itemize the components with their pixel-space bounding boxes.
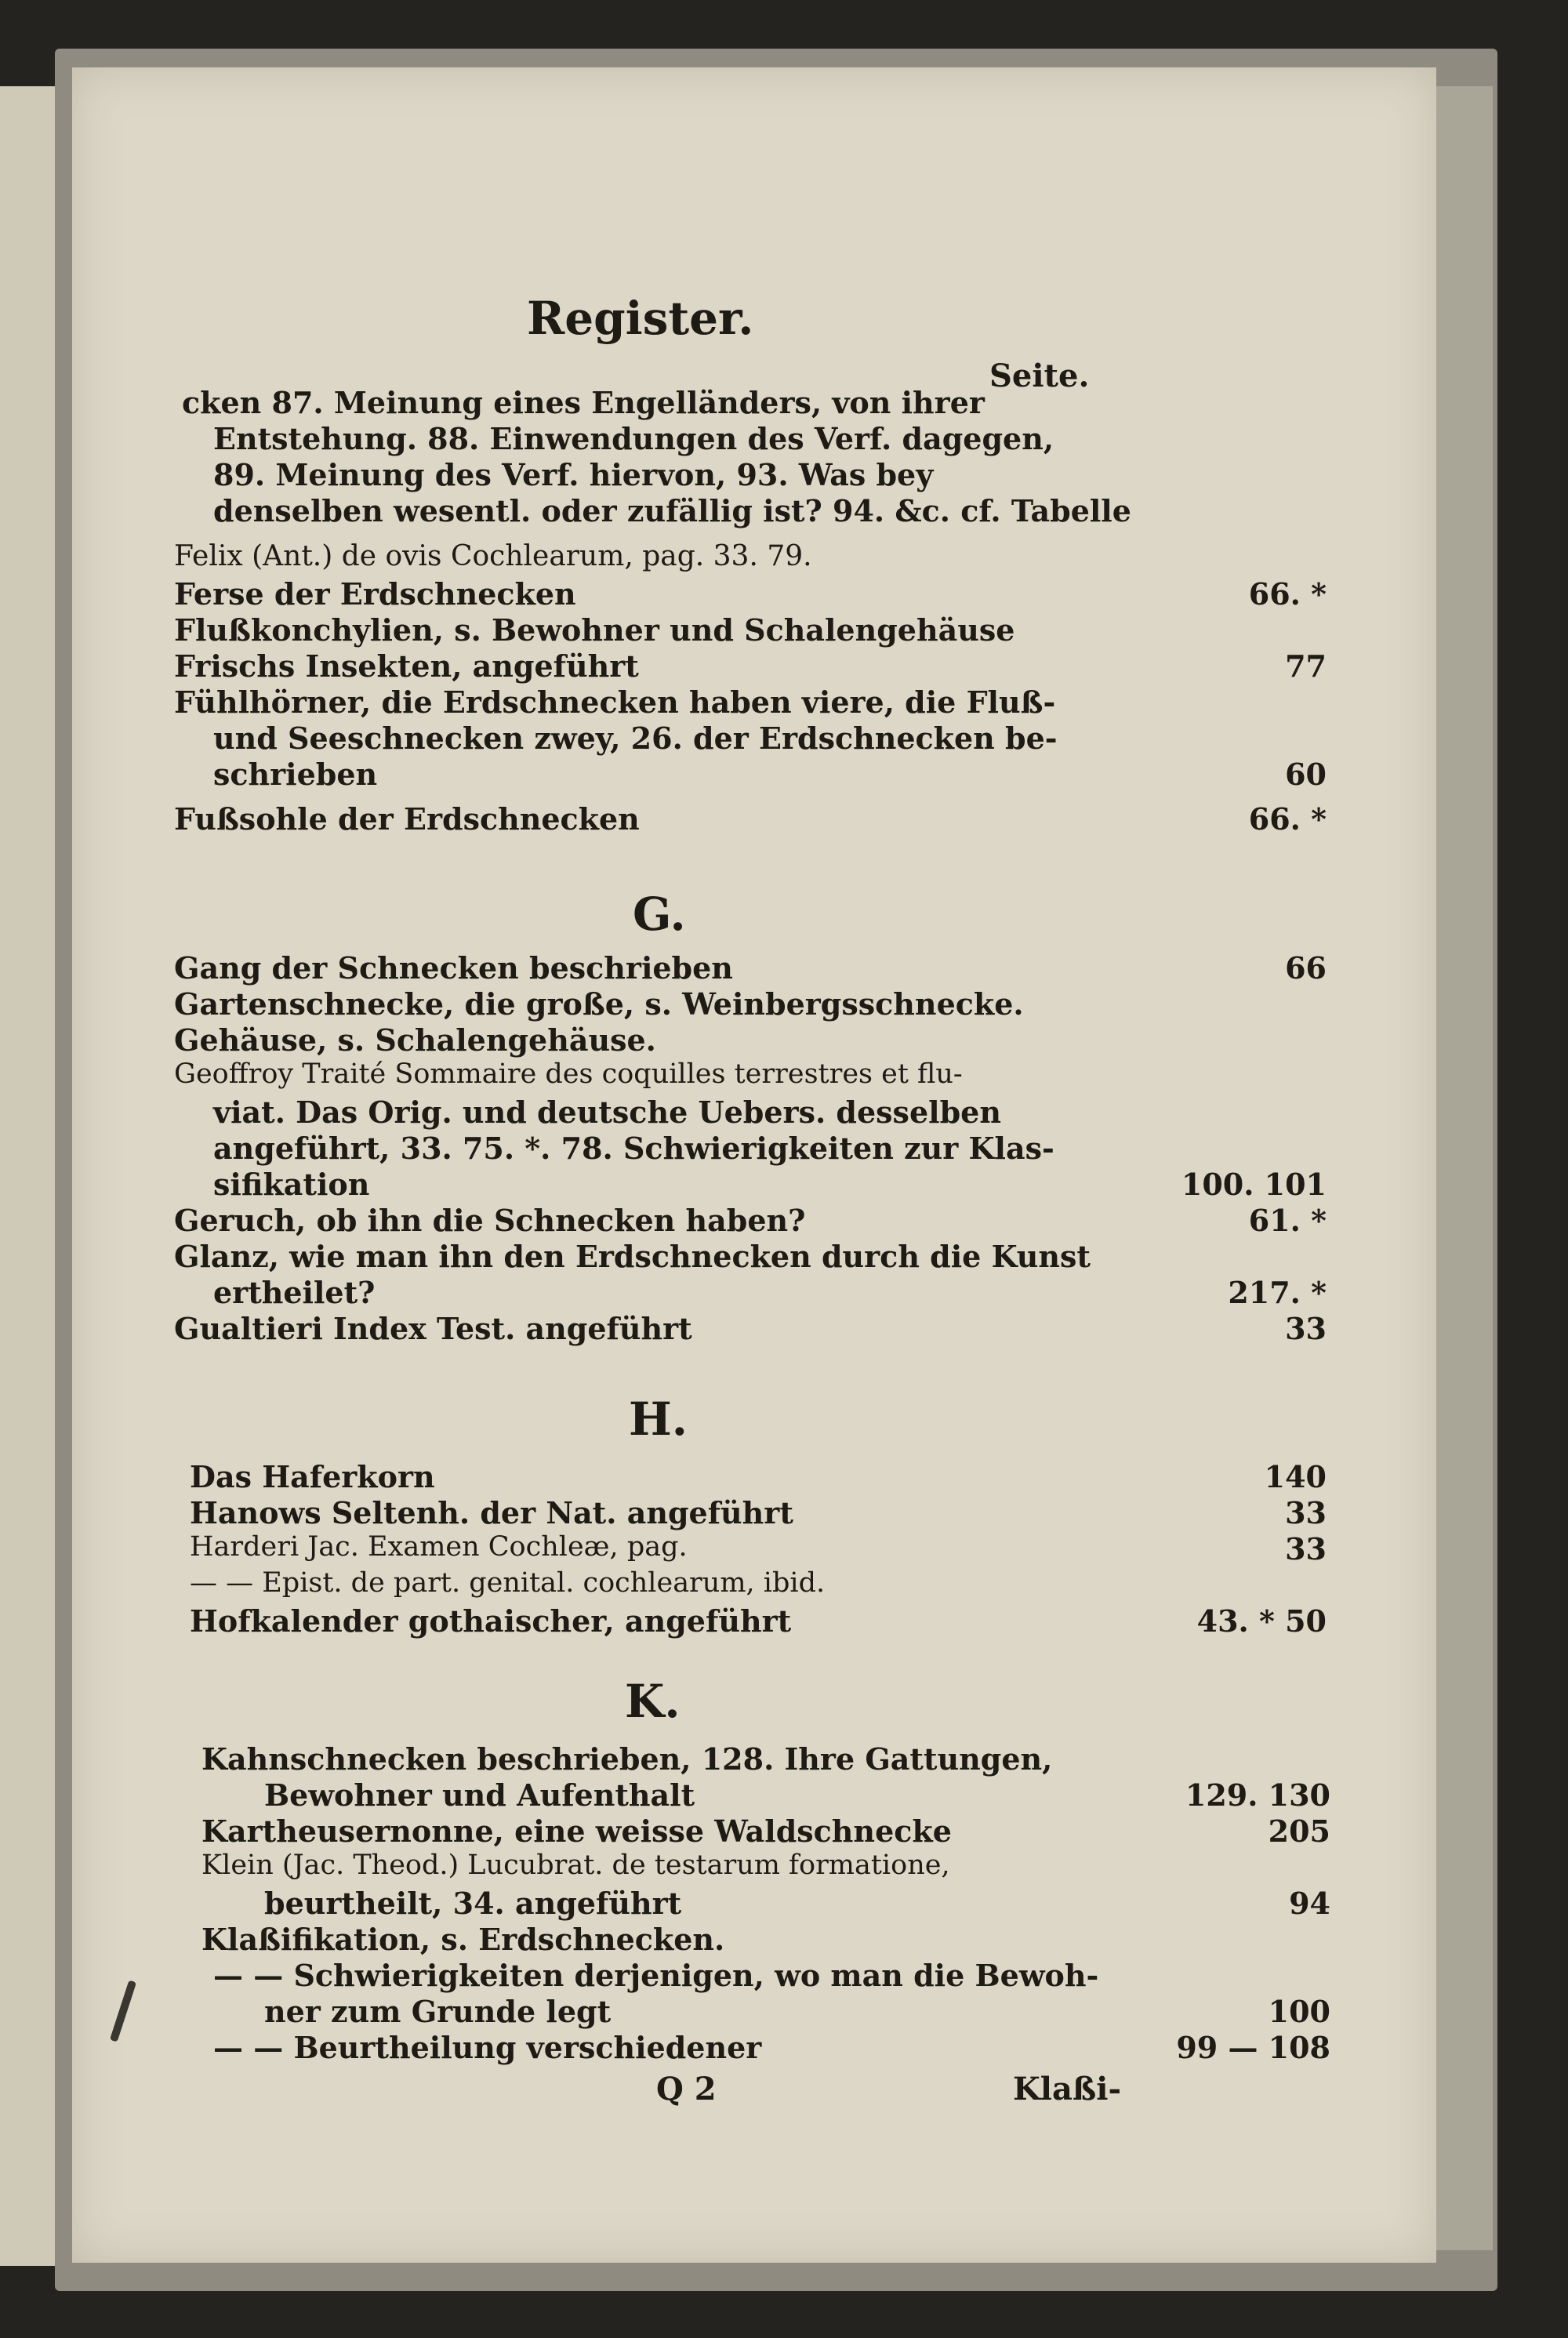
- entry-text: sifikation: [213, 1167, 370, 1202]
- entry-page: 43. * 50: [1196, 1603, 1327, 1639]
- section-letter-h: H.: [629, 1392, 688, 1446]
- index-entry: [264, 1886, 1330, 1921]
- entry-text: Bewohner und Aufenthalt: [264, 1777, 695, 1813]
- index-entry: — — Epist. de part. genital. cochlearum, ibid.: [190, 1567, 826, 1599]
- continuation-line: Entstehung. 88. Einwendungen des Verf. dagegen,: [213, 421, 1054, 456]
- entry-page: 205: [1268, 1813, 1330, 1849]
- entry-text: Kartheusernonne, eine weisse Waldschnecke: [201, 1813, 952, 1849]
- index-entry: [213, 2030, 1330, 2065]
- entry-text: Geruch, ob ihn die Schnecken haben?: [174, 1203, 806, 1238]
- page-edge: [1436, 86, 1493, 2250]
- entry-page: 33: [1285, 1495, 1327, 1530]
- entry-page: 140: [1264, 1459, 1327, 1494]
- index-entry: Felix (Ant.) de ovis Cochlearum, pag. 33. 79.: [174, 540, 812, 572]
- index-entry: Glanz, wie man ihn den Erdschnecken durch die Kunst: [174, 1239, 1091, 1274]
- continuation-line: denselben wesentl. oder zufällig ist? 94. &c. cf. Tabelle: [213, 493, 1131, 528]
- entry-text: Harderi Jac. Examen Cochleæ, pag.: [190, 1531, 688, 1563]
- index-entry: viat. Das Orig. und deutsche Uebers. desselben: [213, 1095, 1001, 1130]
- entry-page: 100. 101: [1181, 1167, 1327, 1202]
- entry-text: — — Beurtheilung verschiedener: [213, 2030, 762, 2065]
- index-entry: Geoffroy Traité Sommaire des coquilles terrestres et flu-: [174, 1058, 963, 1090]
- entry-text: Frischs Insekten, angeführt: [174, 648, 639, 684]
- entry-text: Ferse der Erdschnecken: [174, 576, 576, 612]
- entry-text: schrieben: [213, 757, 378, 792]
- continuation-line: 89. Meinung des Verf. hiervon, 93. Was bey: [213, 457, 934, 492]
- entry-page: 129. 130: [1185, 1777, 1330, 1813]
- page-column-label: Seite.: [989, 358, 1090, 394]
- entry-text: Gang der Schnecken beschrieben: [174, 950, 733, 986]
- index-entry: — — Schwierigkeiten derjenigen, wo man die Bewoh-: [213, 1958, 1099, 1993]
- index-entry: Flußkonchylien, s. Bewohner und Schalengehäuse: [174, 612, 1015, 648]
- index-entry: [201, 1813, 1330, 1849]
- index-entry: [190, 1603, 1327, 1639]
- section-letter-g: G.: [633, 888, 686, 941]
- index-entry: [174, 576, 1327, 612]
- page-title: Register.: [527, 292, 754, 345]
- continuation-line: cken 87. Meinung eines Engelländers, von ihrer: [182, 385, 985, 420]
- index-entry: angeführt, 33. 75. *. 78. Schwierigkeiten zur Klas-: [213, 1131, 1054, 1166]
- entry-page: 66. *: [1248, 576, 1327, 612]
- index-entry: Fühlhörner, die Erdschnecken haben viere, die Fluß-: [174, 684, 1056, 720]
- index-entry: [213, 1275, 1327, 1310]
- index-entry: [190, 1531, 1327, 1567]
- entry-page: 77: [1285, 648, 1327, 684]
- section-letter-k: K.: [625, 1675, 681, 1728]
- index-entry: [213, 1167, 1327, 1202]
- entry-page: 66. *: [1248, 801, 1327, 837]
- index-entry: Klaßifikation, s. Erdschnecken.: [201, 1922, 725, 1957]
- index-entry: [213, 757, 1327, 792]
- catchword: Klaßi-: [1013, 2071, 1122, 2107]
- index-entry: und Seeschnecken zwey, 26. der Erdschnecken be-: [213, 721, 1058, 756]
- index-entry: [174, 1203, 1327, 1238]
- entry-page: 33: [1285, 1311, 1327, 1346]
- entry-text: ertheilet?: [213, 1275, 376, 1310]
- entry-page: 60: [1285, 757, 1327, 792]
- index-entry: [174, 648, 1327, 684]
- entry-page: 100: [1268, 1994, 1330, 2029]
- index-entry: [264, 1994, 1330, 2029]
- index-entry: Gartenschnecke, die große, s. Weinbergsschnecke.: [174, 986, 1024, 1022]
- entry-page: 99 — 108: [1176, 2030, 1330, 2065]
- entry-page: 217. *: [1228, 1275, 1327, 1310]
- index-entry: [174, 950, 1327, 986]
- index-entry: Kahnschnecken beschrieben, 128. Ihre Gattungen,: [201, 1741, 1053, 1777]
- index-entry: [174, 1311, 1327, 1346]
- entry-text: Hofkalender gothaischer, angeführt: [190, 1603, 792, 1639]
- book-page: [72, 67, 1436, 2263]
- index-entry: [174, 801, 1327, 837]
- entry-text: Fußsohle der Erdschnecken: [174, 801, 640, 837]
- entry-text: beurtheilt, 34. angeführt: [264, 1886, 682, 1921]
- index-entry: Gehäuse, s. Schalengehäuse.: [174, 1022, 656, 1058]
- index-entry: [264, 1777, 1330, 1813]
- index-entry: [190, 1495, 1327, 1530]
- entry-page: 61. *: [1248, 1203, 1327, 1238]
- signature-mark: Q 2: [656, 2071, 717, 2107]
- entry-text: Das Haferkorn: [190, 1459, 435, 1494]
- entry-page: 66: [1285, 950, 1327, 986]
- entry-text: Hanows Seltenh. der Nat. angeführt: [190, 1495, 793, 1530]
- index-entry: [190, 1459, 1327, 1494]
- entry-page: 33: [1285, 1531, 1327, 1567]
- entry-text: ner zum Grunde legt: [264, 1994, 612, 2029]
- index-entry: Klein (Jac. Theod.) Lucubrat. de testarum formatione,: [201, 1850, 950, 1881]
- entry-text: Gualtieri Index Test. angeführt: [174, 1311, 692, 1346]
- entry-page: 94: [1289, 1886, 1330, 1921]
